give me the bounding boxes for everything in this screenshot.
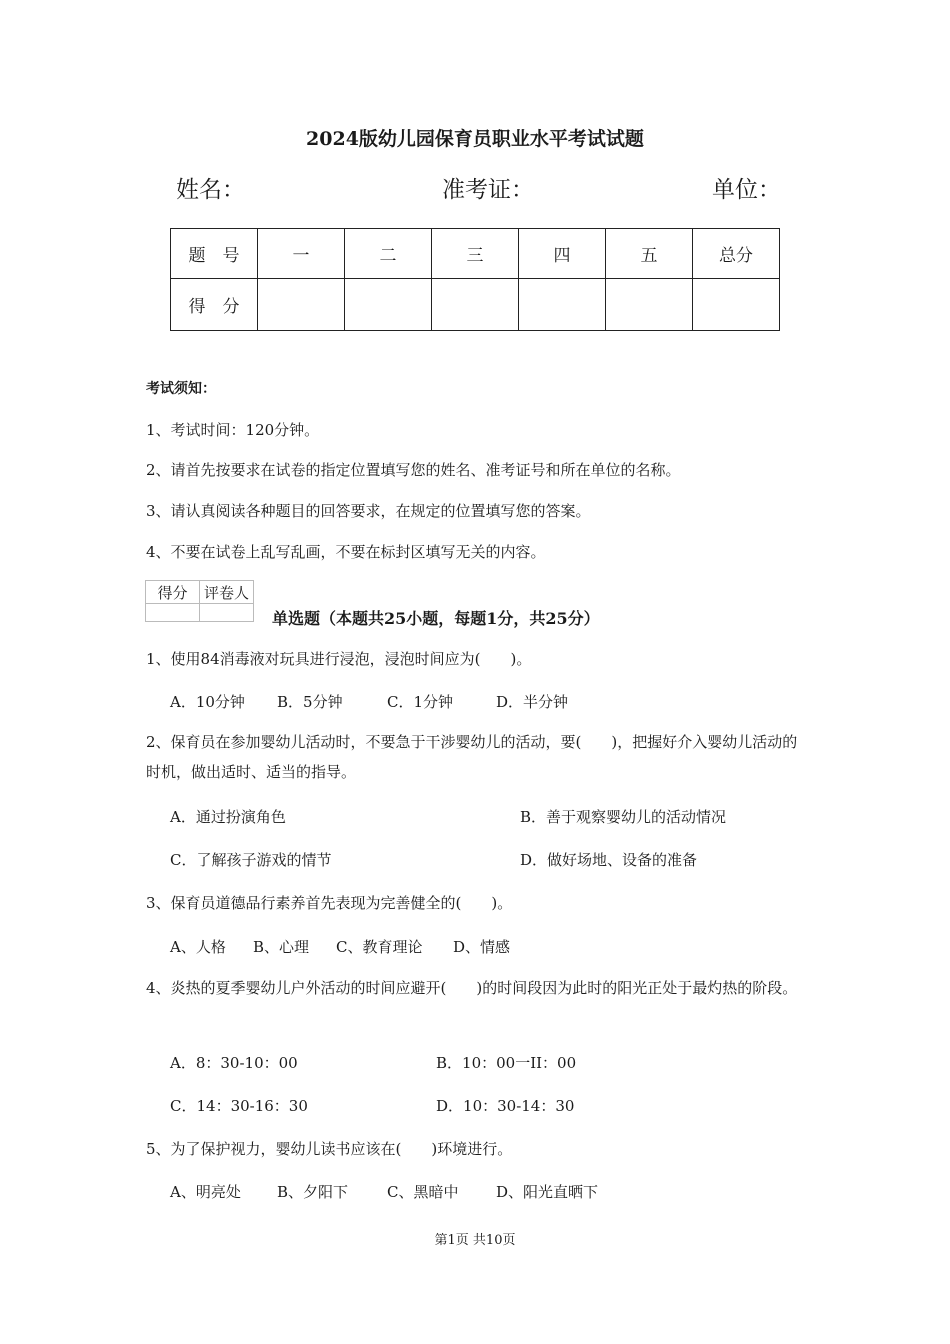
notice-item: 1、考试时间：120分钟。: [146, 421, 320, 439]
score-table-header-row: [171, 229, 780, 279]
question-text: 1、使用84消毒液对玩具进行浸泡，浸泡时间应为( )。: [146, 650, 532, 668]
question-option[interactable]: C、黑暗中: [387, 1183, 459, 1201]
question-option[interactable]: D．半分钟: [496, 693, 569, 711]
score-row-label: 得 分: [171, 279, 258, 331]
grader-box: [145, 580, 254, 622]
question-option[interactable]: B、夕阳下: [277, 1183, 349, 1201]
score-cell[interactable]: [519, 279, 606, 331]
score-cell[interactable]: [693, 279, 780, 331]
question-text: 2、保育员在参加婴幼儿活动时，不要急于干涉婴幼儿的活动，要( )，把握好介入婴幼儿活动的时机，做出适时、适当的指导。: [146, 733, 798, 781]
question-option[interactable]: C．1分钟: [387, 693, 454, 711]
page-footer: 第1页 共10页: [434, 1233, 516, 1248]
question-option[interactable]: C、教育理论: [336, 938, 423, 956]
question-option[interactable]: D．做好场地、设备的准备: [520, 851, 698, 869]
score-header-cell: 总分: [693, 229, 780, 279]
score-header-cell: 三: [432, 229, 519, 279]
grader-score-label: 得分: [146, 581, 200, 604]
score-header-cell: 二: [345, 229, 432, 279]
score-header-cell: 五: [606, 229, 693, 279]
score-cell[interactable]: [432, 279, 519, 331]
question-option[interactable]: A．通过扮演角色: [170, 808, 286, 826]
question-option[interactable]: D、阳光直晒下: [496, 1183, 599, 1201]
question-text: 4、炎热的夏季婴幼儿户外活动的时间应避开( )的时间段因为此时的阳光正处于最灼热的阶段。: [146, 979, 798, 997]
question-option[interactable]: B．5分钟: [277, 693, 343, 711]
grader-name-cell[interactable]: [200, 604, 254, 622]
question-option[interactable]: C．了解孩子游戏的情节: [170, 851, 332, 869]
score-cell[interactable]: [345, 279, 432, 331]
notice-title: 考试须知：: [146, 381, 216, 397]
score-table: [170, 228, 780, 331]
question-option[interactable]: A、明亮处: [170, 1183, 241, 1201]
page-title: 2024版幼儿园保育员职业水平考试试题: [306, 128, 644, 150]
score-table-score-row: [171, 279, 780, 331]
notice-item: 2、请首先按要求在试卷的指定位置填写您的姓名、准考证号和所在单位的名称。: [146, 461, 681, 479]
name-field-label: 姓名：: [176, 177, 245, 203]
score-header-cell: 一: [258, 229, 345, 279]
score-header-cell: 四: [519, 229, 606, 279]
exam-id-field-label: 准考证：: [442, 177, 534, 203]
question-option[interactable]: A．8：30-10：00: [170, 1054, 298, 1072]
score-header-cell: 题 号: [171, 229, 258, 279]
question-text: 5、为了保护视力，婴幼儿读书应该在( )环境进行。: [146, 1140, 513, 1158]
score-cell[interactable]: [606, 279, 693, 331]
notice-item: 4、不要在试卷上乱写乱画，不要在标封区填写无关的内容。: [146, 543, 546, 561]
notice-item: 3、请认真阅读各种题目的回答要求，在规定的位置填写您的答案。: [146, 502, 591, 520]
section-title: 单选题（本题共25小题，每题1分，共25分）: [272, 609, 600, 628]
grader-score-cell[interactable]: [146, 604, 200, 622]
question-option[interactable]: D、情感: [453, 938, 511, 956]
question-option[interactable]: B、心理: [253, 938, 310, 956]
question-option[interactable]: A．10分钟: [170, 693, 245, 711]
question-option[interactable]: B．10：00一II：00: [436, 1054, 577, 1072]
unit-field-label: 单位：: [712, 177, 781, 203]
score-cell[interactable]: [258, 279, 345, 331]
grader-name-label: 评卷人: [200, 581, 254, 604]
question-option[interactable]: C．14：30-16：30: [170, 1097, 308, 1115]
question-option[interactable]: A、人格: [170, 938, 226, 956]
question-option[interactable]: B．善于观察婴幼儿的活动情况: [520, 808, 727, 826]
question-option[interactable]: D．10：30-14：30: [436, 1097, 575, 1115]
question-text: 3、保育员道德品行素养首先表现为完善健全的( )。: [146, 894, 513, 912]
